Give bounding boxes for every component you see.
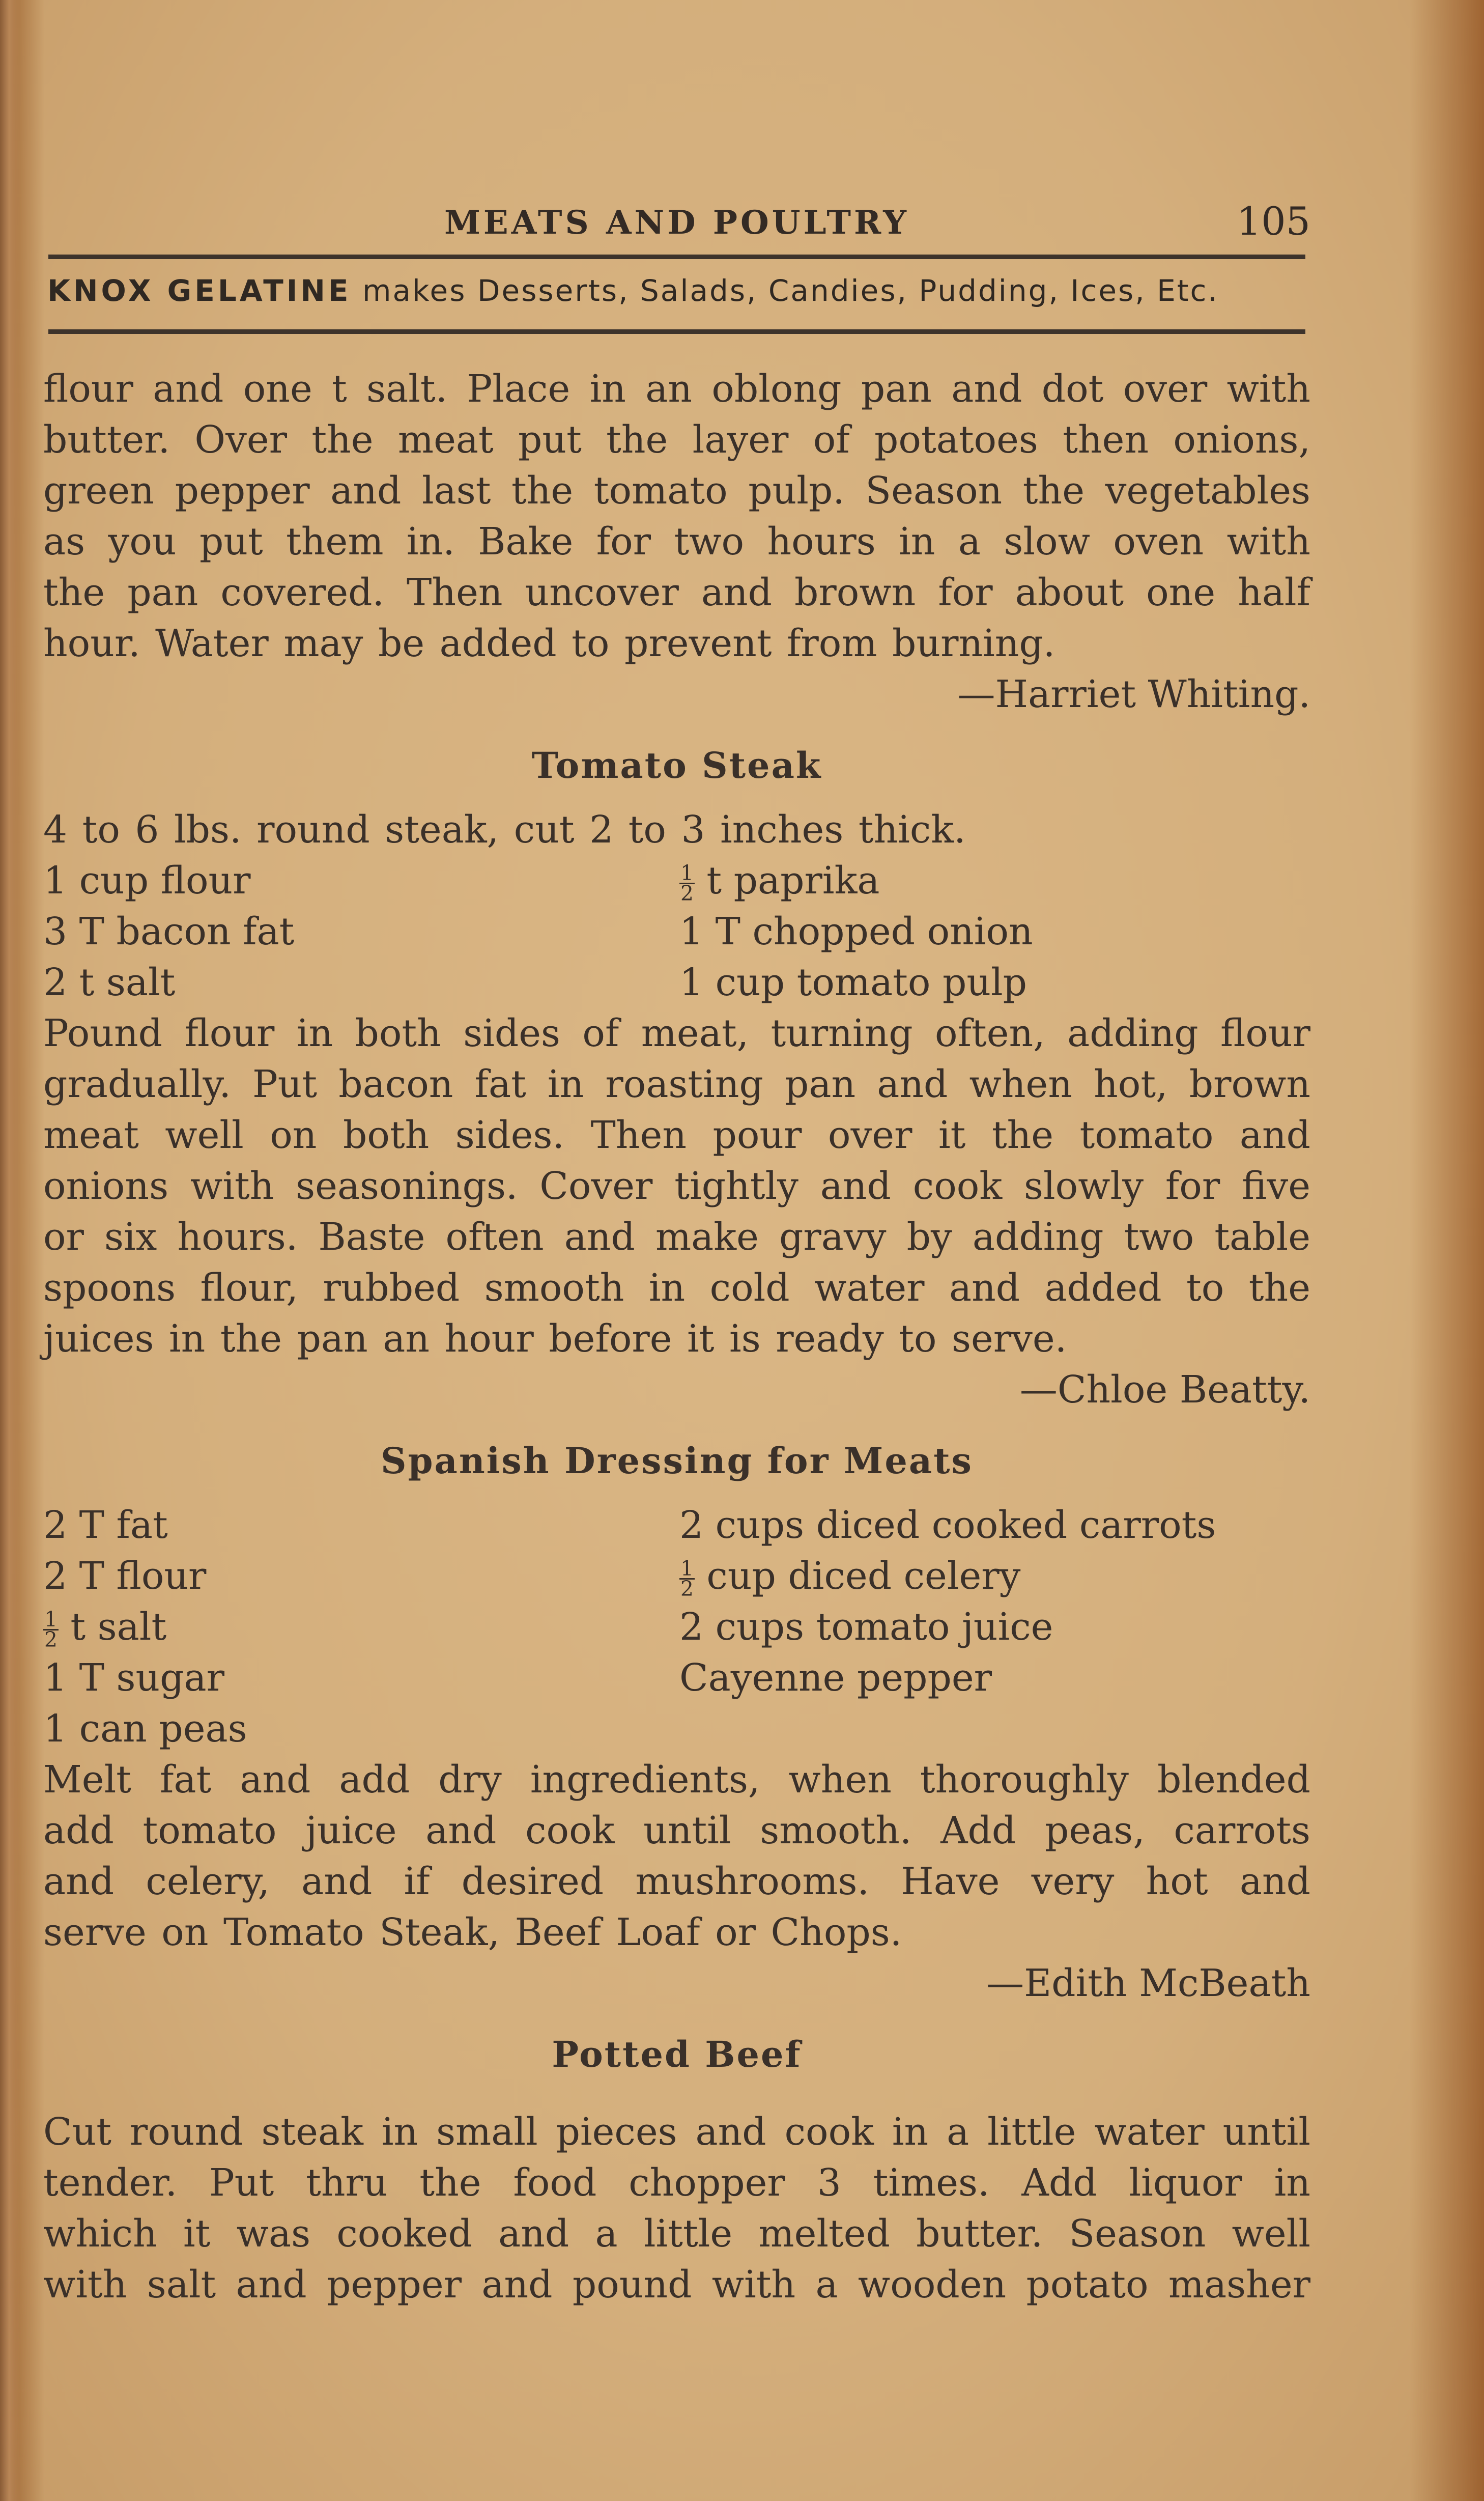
text-line: Pound flour in both sides of meat, turning often, adding flour <box>43 1011 1310 1055</box>
ingredient-row <box>43 1551 1310 1601</box>
text-line: juices in the pan an hour before it is ready to serve. <box>43 1317 1067 1361</box>
ingredient-right: $\frac{1}{2}$ cup diced celery <box>680 1554 1021 1601</box>
ingredient-row <box>43 1703 1310 1754</box>
ingredient-row <box>43 1652 1310 1703</box>
fraction-half: $\frac{1}{2}$ <box>680 1556 694 1601</box>
ingredient-right: $\frac{1}{2}$ t paprika <box>680 859 880 906</box>
ingredient-left: 3 T bacon fat <box>43 910 295 953</box>
text-line: as you put them in. Bake for two hours in a slow oven with <box>43 520 1310 564</box>
recipe-title: Potted Beef <box>552 2033 802 2075</box>
ingredient-row <box>43 855 1310 906</box>
fraction-half: $\frac{1}{2}$ <box>44 1607 58 1652</box>
book-page <box>43 193 1310 2310</box>
ingredient-row <box>43 906 1310 957</box>
text-line: hour. Water may be added to prevent from burning. <box>43 622 1055 665</box>
intro-paragraph <box>43 363 1310 720</box>
page-number: 105 <box>1236 199 1310 244</box>
ingredient-right: 1 T chopped onion <box>679 910 1033 953</box>
text-line: and celery, and if desired mushrooms. Have very hot and <box>43 1860 1310 1903</box>
text-line: Cut round steak in small pieces and cook in a little water until <box>43 2110 1310 2154</box>
text-line: add tomato juice and cook until smooth. Add peas, carrots <box>43 1809 1310 1852</box>
advert-line <box>43 259 1310 329</box>
text-line: green pepper and last the tomato pulp. Season the vegetables <box>43 469 1310 513</box>
text-line: butter. Over the meat put the layer of potatoes then onions, <box>43 418 1310 462</box>
recipe-author: —Edith McBeath <box>986 1961 1310 2005</box>
text-line: onions with seasonings. Cover tightly and cook slowly for five <box>43 1164 1310 1208</box>
text-line: tender. Put thru the food chopper 3 times. Add liquor in <box>43 2161 1310 2205</box>
ingredient-row <box>43 1601 1310 1652</box>
running-head <box>43 193 1310 255</box>
text-line: with salt and pepper and pound with a wooden potato masher <box>43 2263 1310 2307</box>
recipe-title: Spanish Dressing for Meats <box>381 1440 973 1482</box>
header-rule-top <box>48 255 1305 259</box>
ingredient-right: 1 cup tomato pulp <box>679 961 1028 1004</box>
text-line: serve on Tomato Steak, Beef Loaf or Chops. <box>43 1910 902 1954</box>
advert-brand: KNOX GELATINE <box>47 273 352 308</box>
ingredient-right: 2 cups tomato juice <box>679 1605 1053 1649</box>
text-line: meat well on both sides. Then pour over it the tomato and <box>43 1113 1310 1157</box>
text-line: or six hours. Baste often and make gravy by adding two table <box>43 1215 1310 1259</box>
ingredient-row <box>43 957 1310 1008</box>
ingredient-left: 1 can peas <box>43 1707 247 1751</box>
advert-text: makes Desserts, Salads, Candies, Pudding, Ices, Etc. <box>362 273 1219 308</box>
recipe-spanish-dressing <box>43 1436 1310 2009</box>
recipe-potted-beef <box>43 2029 1310 2310</box>
text-line: gradually. Put bacon fat in roasting pan and when hot, brown <box>43 1062 1310 1106</box>
text-line: the pan covered. Then uncover and brown for about one half <box>43 571 1310 614</box>
running-head-title: MEATS AND POULTRY <box>444 204 909 242</box>
recipe-author: —Harriet Whiting. <box>957 672 1310 716</box>
recipe-body <box>43 363 1310 2310</box>
text-line: spoons flour, rubbed smooth in cold water and added to the <box>43 1266 1310 1310</box>
ingredient-right: 2 cups diced cooked carrots <box>679 1503 1216 1547</box>
recipe-author: —Chloe Beatty. <box>1019 1368 1310 1412</box>
text-line: flour and one t salt. Place in an oblong pan and dot over with <box>43 367 1310 411</box>
ingredient-left: 2 T flour <box>43 1554 207 1598</box>
ingredient-left: 2 t salt <box>43 961 176 1004</box>
recipe-title: Tomato Steak <box>531 744 822 786</box>
ingredient-right: Cayenne pepper <box>679 1656 992 1700</box>
header-rule-bottom <box>48 329 1305 334</box>
ingredient-left: 1 T sugar <box>43 1656 224 1700</box>
text-line: which it was cooked and a little melted butter. Season well <box>43 2212 1310 2256</box>
ingredient-line: 4 to 6 lbs. round steak, cut 2 to 3 inches thick. <box>43 808 966 852</box>
book-spine-edge <box>0 0 20 2501</box>
ingredient-left: 2 T fat <box>43 1503 168 1547</box>
ingredient-left: $\frac{1}{2}$ t salt <box>44 1605 167 1652</box>
text-line: Melt fat and add dry ingredients, when thoroughly blended <box>43 1758 1310 1802</box>
ingredient-left: 1 cup flour <box>43 859 251 903</box>
fraction-half: $\frac{1}{2}$ <box>680 861 694 906</box>
recipe-tomato-steak <box>43 740 1310 1415</box>
ingredient-row <box>43 1500 1310 1551</box>
